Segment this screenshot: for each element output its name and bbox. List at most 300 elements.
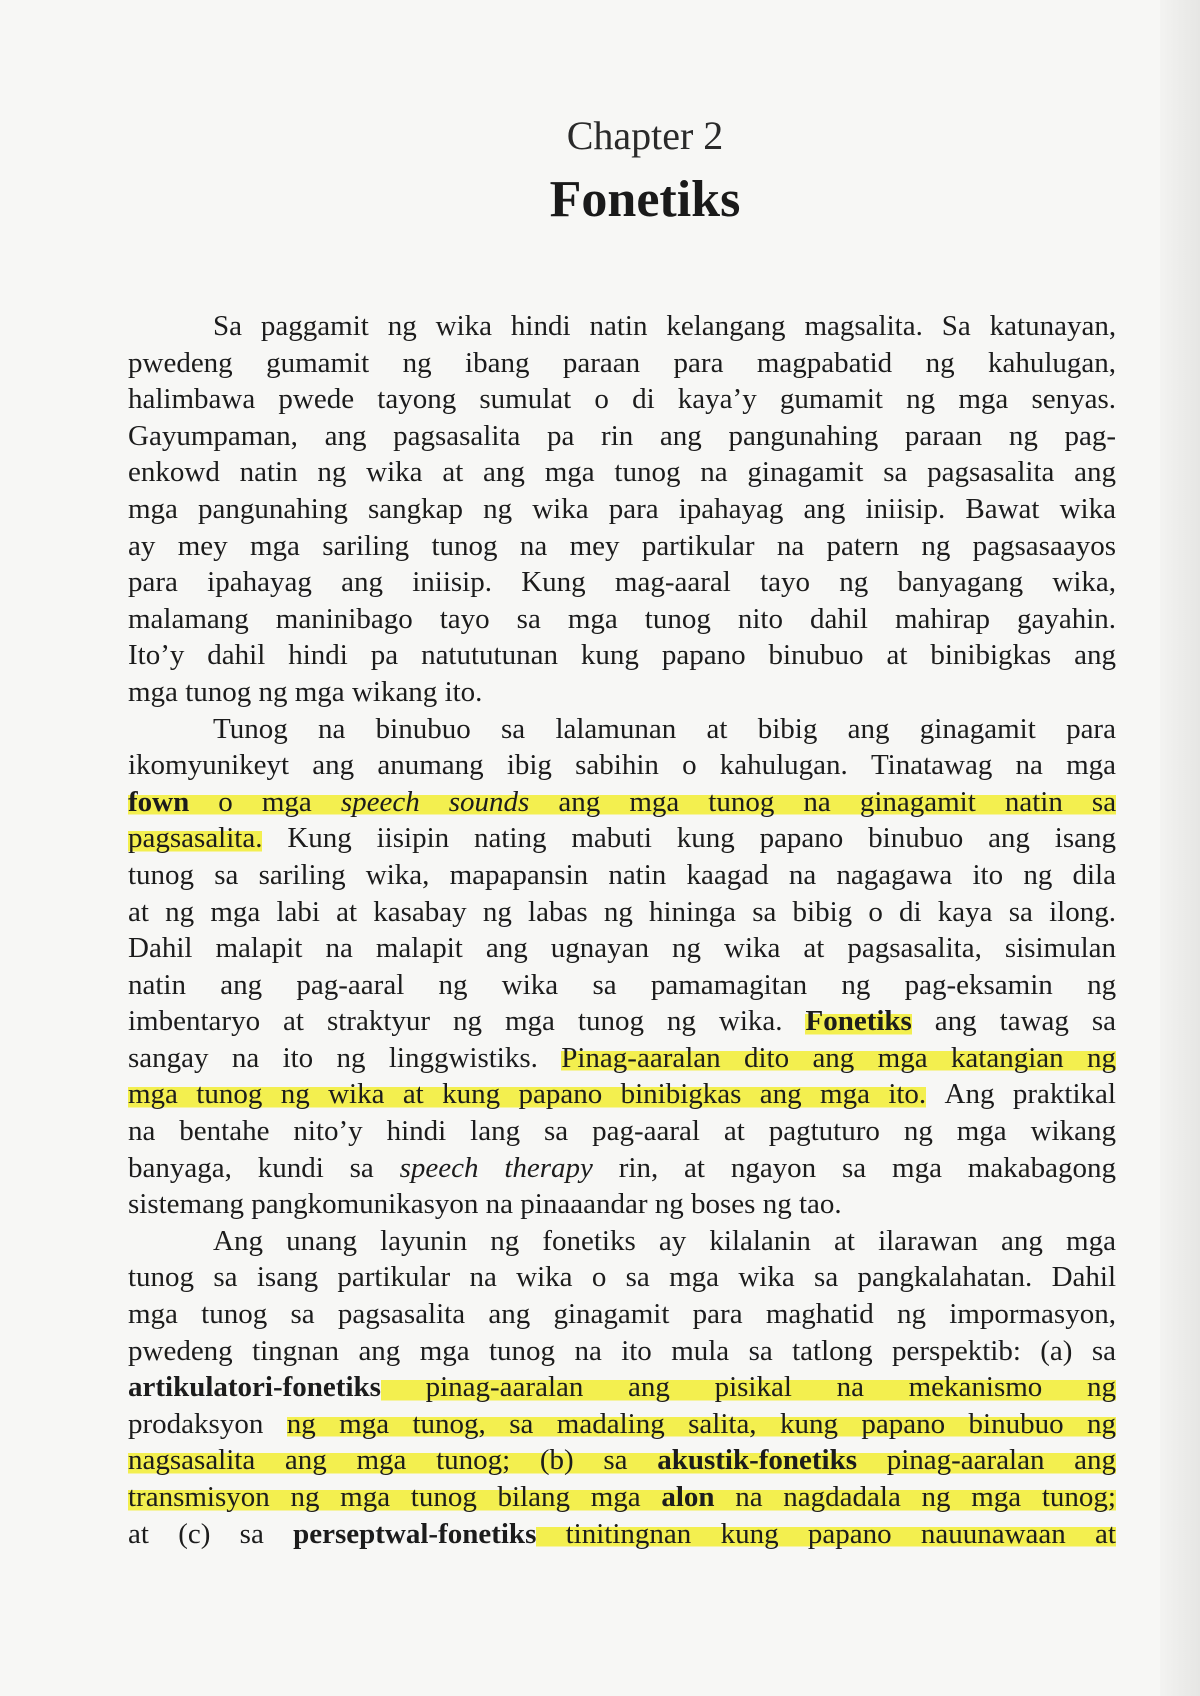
word: ng [482,895,512,928]
bold-term: artikulatori-fonetiks [128,1371,381,1404]
word: katangian [951,1040,1064,1077]
word: kilalanin [709,1224,811,1257]
word: hindi [288,639,348,672]
word: partikular [641,529,755,562]
word: labi [276,895,320,928]
word: binubuo [768,639,864,672]
word: sa [544,1115,569,1148]
word: ang [812,1040,854,1077]
word: malapit [215,932,303,965]
word: at [803,932,825,965]
word: banyaga, [128,1151,232,1184]
word: kaya’y [677,383,757,416]
word: ng [925,346,955,379]
word: ang [1074,1442,1116,1479]
word: hindi [510,310,571,342]
word: salita, [688,1406,756,1443]
italic-term: speech [399,1151,479,1184]
word: tunog [128,858,195,891]
word: di [899,895,922,928]
word: ang [558,784,600,821]
word: para [128,566,178,599]
word: imbentaryo [128,1005,261,1038]
word: mga [1066,749,1116,782]
word: ng [903,1115,933,1148]
word: natututunan [421,639,558,672]
word: tunog [489,1334,556,1367]
word: natin [1005,784,1063,821]
word: ng [906,383,936,416]
word: layunin [380,1224,468,1257]
text-line [128,381,1116,418]
word: mga [340,1479,390,1516]
word: ng [258,675,288,708]
word: ito [282,1041,314,1074]
word: mga [629,784,679,821]
word: ng [165,895,195,928]
word: at [336,895,358,928]
word: na [317,712,346,745]
word: kung [580,639,639,672]
word: lalamunan [555,712,677,745]
word: pa [370,639,399,672]
word: pangunahing [728,419,879,452]
word: nating [473,822,547,855]
word: ang [1074,639,1116,672]
word: na [735,1479,762,1516]
word: ng [1023,858,1053,891]
word: ng [336,1041,366,1074]
word: ito [621,1334,652,1367]
word: ang [485,932,528,965]
word: mga [419,1334,470,1367]
text-line [128,711,1116,748]
word: Ang [944,1078,995,1111]
word: rin, [618,1151,659,1184]
word: sa [1008,895,1033,928]
word: binubuo [868,822,964,855]
word: tunog [577,1005,644,1038]
word: kung [676,822,735,855]
word: ay [658,1224,687,1257]
word: pagsasalita, [847,932,982,965]
word: at [283,1005,304,1038]
word: madaling [557,1406,665,1443]
word: bibig [757,712,818,745]
word: hininga [649,895,736,928]
word: tunog [196,1076,262,1113]
word: ng [317,456,347,489]
word: mga [1066,1224,1116,1257]
word: tinitingnan [566,1516,692,1553]
word: (c) [178,1517,211,1550]
word: rin [601,419,634,452]
word: ginagamit [747,456,864,489]
word: para [692,1298,743,1331]
word: ang [358,1334,401,1367]
word: ibig [506,749,552,782]
word: kaya [937,895,993,928]
word: Ito’y [128,639,185,672]
word: (a) [1040,1334,1073,1367]
word: banyagang [897,566,1024,599]
word: natin [608,858,667,891]
word: na [776,529,805,562]
word: ang [659,419,702,452]
word: mga [892,1151,942,1184]
text-line [128,784,1116,821]
word: pinaaandar [520,1188,648,1221]
word: natin [128,968,186,1001]
word: ang [483,456,525,489]
text-line [128,1186,1116,1223]
word: tunog, [412,1406,485,1443]
word: malamang [128,602,249,635]
word: at [128,895,149,928]
word: tunog [201,1298,268,1331]
word: Pinag-aaralan [561,1040,720,1077]
word: pagsasalita [337,1298,466,1331]
word: bentahe [179,1115,270,1148]
word: sa [1092,784,1116,821]
word: ang [760,1076,802,1113]
text-line [128,1369,1116,1406]
word: linggwistiks. [388,1041,538,1074]
word: ang [312,749,355,782]
word: tunog [431,529,498,562]
text-line [128,1516,1116,1553]
word: ng [453,1005,483,1038]
word: pwedeng [128,346,233,379]
word: iniisip. [865,492,946,525]
word: papano [661,639,746,672]
word: sariling [258,858,346,891]
word: maninibago [275,602,413,635]
word: paraan [562,346,641,379]
word: na [700,456,728,489]
word: ng [387,310,417,342]
word: sa [1091,1005,1117,1038]
word: kung [721,1516,779,1553]
word: binibigkas [621,1076,742,1113]
word: ito [972,858,1004,891]
bold-term: fown [128,784,189,821]
word: na [788,858,817,891]
word: pwede [278,383,355,416]
word: ang [934,1005,977,1038]
word: ang [220,968,263,1001]
word: na [485,1188,514,1221]
word: mga [591,1479,641,1516]
word: ikomyunikeyt [128,749,290,782]
word: Sa [941,310,971,342]
word: sariling [322,529,410,562]
word: ang [847,712,890,745]
word: pagtuturo [768,1115,880,1148]
word: mga [878,1040,928,1077]
word: mga [128,675,178,708]
text-line [128,967,1116,1004]
word: mga [504,1005,555,1038]
text-line [128,747,1116,784]
text-line [128,491,1116,528]
word: tunog [708,784,774,821]
word: wika [724,932,781,965]
text-line [128,637,1116,674]
word: sa [239,1517,264,1550]
word: sabihin [575,749,659,782]
word: magpabatid [756,346,893,379]
word: pangunahing [198,492,348,525]
word: ang [341,566,383,599]
word: sa [842,1151,867,1184]
text-line [128,418,1116,455]
word: pagsasalita [927,456,1055,489]
word: ng [1008,419,1038,452]
text-line [128,1296,1116,1333]
italic-term: speech [341,784,420,821]
word: sa [625,1261,650,1294]
word: patern [826,529,900,562]
word: ng [1087,1406,1116,1443]
word: para [673,346,724,379]
word: o [682,749,697,782]
word: boses [690,1188,756,1221]
word: at [834,1224,855,1257]
word: hindi [386,1115,447,1148]
word: at [128,1517,149,1550]
word: straktyur [326,1005,431,1038]
word: anumang [377,749,484,782]
word: dila [1072,858,1116,891]
word: ang [628,1369,670,1406]
text-line [128,1040,1116,1077]
word: kung [442,1076,500,1113]
word: ngayon [730,1151,817,1184]
word: nagagawa [836,858,953,891]
word: impormasyon, [949,1298,1116,1331]
word: mga [128,492,178,525]
word: gayahin. [1016,602,1117,635]
word: ng [483,492,513,525]
word: Ang [213,1224,263,1257]
word: paggamit [260,310,369,342]
word: na [574,1334,602,1367]
word: pinag-aaralan [887,1442,1045,1479]
word: unang [286,1224,357,1257]
text-line [128,1442,1116,1479]
word: iniisip. [412,566,492,599]
word: pa [547,419,575,452]
word: sa [290,1298,315,1331]
word: Sa [213,310,242,342]
word: dahil [207,639,266,672]
word: ipahayag [678,492,784,525]
word: praktikal [1012,1078,1116,1111]
word: wika [1059,492,1116,525]
word: pamamagitan [650,968,808,1001]
word: sa [592,968,617,1001]
word: o [591,1261,607,1294]
word: at [684,1151,705,1184]
word: binubuo [969,1406,1064,1443]
text-line [128,308,1116,345]
word: wika [328,1076,384,1113]
word: tao. [798,1188,842,1221]
word: pagsasaayos [972,529,1116,562]
word: mag-aaral [614,566,731,599]
text-line [128,345,1116,382]
chapter-label: Chapter 2 [566,113,724,158]
word: Tunog [213,712,288,745]
word: mapapansin [449,858,589,891]
word: sangkap [367,492,463,525]
word: ang [488,1298,531,1331]
word: labas [528,895,588,928]
word: ng [921,529,951,562]
word: binubuo [375,712,471,745]
word: sangay [128,1041,209,1074]
word: na [128,1115,156,1148]
body-text [128,308,1116,1552]
word: o [218,784,233,821]
word: wikang [351,675,438,708]
word: ng [841,968,871,1001]
word: sistemang [128,1188,244,1221]
text-line [128,1113,1116,1150]
bold-term: akustik-fonetiks [657,1442,857,1479]
word: wika [532,492,589,525]
word: mabuti [571,822,652,855]
word: Bawat [965,492,1040,525]
word: kasabay [373,895,467,928]
word: para [1066,712,1116,745]
word: tunog [128,1261,195,1294]
word: wika, [1052,566,1117,599]
word: nagdadala [783,1479,901,1516]
word: at [442,456,464,489]
word: tayong [377,383,457,416]
paragraph [128,711,1116,1223]
word: ipahayag [207,566,312,599]
word: mga [958,383,1009,416]
word: mga [544,456,595,489]
word: wika [501,968,559,1001]
word: pag- [1064,419,1117,452]
word: na [803,784,830,821]
word: ito. [444,675,483,708]
text-line [128,1333,1116,1370]
word: ng [490,1224,520,1257]
bold-term: perseptwal-fonetiks [293,1517,537,1550]
word: mahirap [894,602,990,635]
word: paraan [904,419,983,452]
word: ang [324,419,367,452]
word: kundi [257,1151,324,1184]
italic-term: therapy [504,1151,593,1184]
text-line [128,1479,1116,1516]
word: ng [672,932,701,965]
word: tatlong [792,1334,873,1367]
word: isang [1054,822,1116,855]
text-line [128,820,1116,857]
word: kahulugan, [987,346,1117,379]
word: ay [128,529,156,562]
word: wika [366,456,423,489]
word: wika [738,1261,795,1294]
text-line [128,1003,1116,1040]
word: pag-aaral [296,968,405,1001]
word: nito [737,602,783,635]
word: pag-aaral [592,1115,700,1148]
paragraph [128,1223,1116,1552]
word: ng [762,1188,792,1221]
word: ang [285,1442,327,1479]
word: sa [516,602,541,635]
word: ng [287,1406,316,1443]
word: nito’y [293,1115,363,1148]
word: na [325,932,353,965]
paragraph [128,308,1116,711]
word: Tinatawag [870,749,993,782]
word: ng [402,346,432,379]
word: sa [603,1442,627,1479]
word: ng [839,566,869,599]
word: mga [971,1479,1021,1516]
word: di [632,383,655,416]
word: senyas. [1031,383,1117,416]
word: enkowd [128,456,220,489]
word: dito [744,1040,789,1077]
word: pinag-aaralan [426,1369,584,1406]
word: Kung [521,566,586,599]
word: mga [956,1115,1007,1148]
word: mey [569,529,620,562]
word: mula [671,1334,730,1367]
word: sa [214,858,239,891]
word: pag-eksamin [904,968,1053,1001]
word: tawag [999,1005,1069,1038]
word: nauunawaan [921,1516,1066,1553]
word: na [469,1261,497,1294]
word: Dahil [1051,1261,1117,1294]
text-line [128,454,1116,491]
word: fonetiks [542,1224,636,1257]
word: pangkomunikasyon [251,1188,479,1221]
word: pangkalahatan. [857,1261,1033,1294]
word: wikang [1030,1115,1116,1148]
word: sa [752,895,777,928]
word: o [868,895,883,928]
word: gumamit [266,346,370,379]
word: tayo [439,602,490,635]
page-edge-shadow [1160,0,1200,1696]
word: tunog [614,456,681,489]
word: wika [435,310,493,342]
word: mga [210,895,261,928]
word: mga [294,675,345,708]
word: Dahil [128,932,193,965]
word: ng [290,1479,319,1516]
word: maghatid [765,1298,874,1331]
word: bibig [792,895,853,928]
word: partikular [337,1261,451,1294]
word: sa [500,712,526,745]
word: ang [803,492,846,525]
word: ito. [888,1076,926,1113]
text-line [128,894,1116,931]
word: ang [1074,456,1117,489]
